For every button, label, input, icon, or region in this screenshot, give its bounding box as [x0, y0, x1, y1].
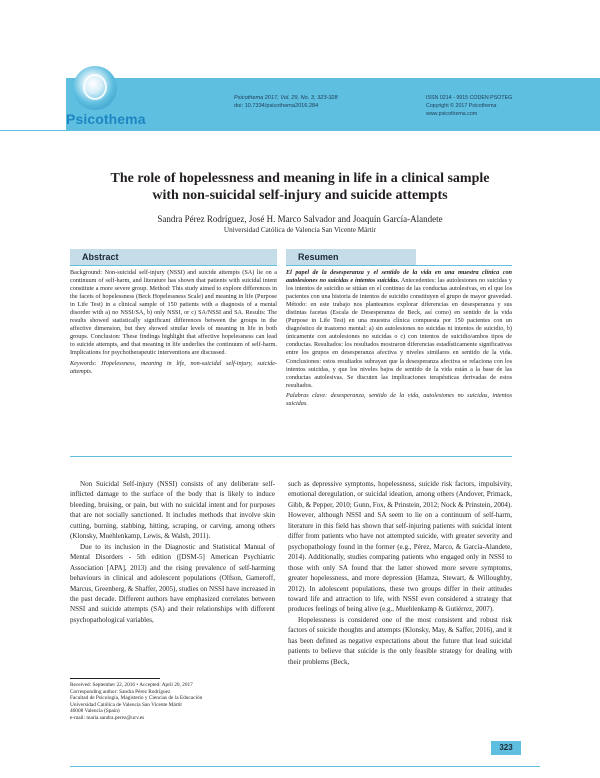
journal-logo-icon [73, 66, 117, 110]
body-paragraph: such as depressive symptoms, hopelessness, suicide risk factors, impulsivity, emotional deregulation, or suicidal ideation, among others (Andover, Primack, Gibb, & Pepper, 2010; Gunn, Fox, & Prinstein, 2012; Nock & Prinstein, 2004). However, although NSSI and SA seem to lie on a continuum of self-harm, literature in this field has shown that self-injuring patients with suicidal intent differ from patients who have not attempted suicide, with greater severity and psychopathology found in the former (e.g., Pérez, Marco, & García-Alandete, 2014). Additionally, studies comparing patients who engaged only in NSSI to those with only SA found that the latter showed more severe symptoms, greater hopelessness, and more depression (Hamza, Stewart, & Willoughby, 2012). In adolescent populations, these two groups differ in their attitudes toward life and attraction to life, with NSSI even considered a strategy that produces feelings of being alive (e.g., Muehlenkamp & Gutiérrez, 2007). [288, 480, 512, 614]
title-line-2: with non-suicidal self-injury and suicide attempts [152, 188, 448, 203]
footnote-faculty: Facultad de Psicología, Magisterio y Ciencias de la Educación [70, 695, 203, 701]
article-affiliation: Universidad Católica de Valencia San Vicente Mártir [223, 226, 377, 234]
body-paragraph: Due to its inclusion in the Diagnostic and Statistical Manual of Mental Disorders - 5th edition ([DSM-5] American Psychiatric Association [APA], 2013) and the rising prevalence of self-harming behaviours in clinical and adolescent populations (Olfson, Gameroff, Marcus, Greenberg, & Shaffer, 2005), studies on NSSI have increased in the past decade. Different authors have emphasized correlates between NSSI and suicide attempts (SA) and their relationships with different psychopathological variables, [70, 542, 275, 624]
page-number: 323 [491, 741, 521, 755]
abstract-en [70, 269, 277, 376]
header-rule [0, 130, 600, 131]
article-title [60, 170, 540, 204]
footnote-city: 46008 Valencia (Spain) [70, 708, 120, 714]
journal-logo-text: Psicothema [66, 111, 146, 127]
abstract-heading: Abstract [70, 249, 277, 265]
footnote-corresponding: Corresponding author: Sandra Pérez Rodríguez [70, 688, 171, 695]
bottom-rule [70, 766, 540, 767]
abstract-heading-rule [70, 265, 277, 266]
resumen-heading-rule [286, 265, 512, 266]
footnote-email[interactable]: e-mail: maria.sandra.perez@ucv.es [70, 714, 145, 721]
copyright-line: Copyright © 2017 Psicothema [426, 103, 497, 110]
body-paragraph: Hopelessness is considered one of the most consistent and robust risk factors of suicide thoughts and attempts (Klonsky, May, & Saffer, 2016), and it has been defined as negative expectations about the future that lead suicidal patients to believe that suicide is the only feasible strategy for dealing with their problems (Beck, [288, 615, 512, 666]
journal-info [234, 94, 338, 110]
header-left-white [0, 78, 66, 130]
body-paragraph: Non Suicidal Self-injury (NSSI) consists of any deliberate self-inflicted damage to the surface of the body that is likely to induce bleeding, bruising, or pain, but with no suicidal intent and for purposes that are not socially sanctioned. It includes methods that involve skin cutting, burning, stabbing, hitting, scraping, or carving, among others (Klonsky, Muehlenkamp, Lewis, & Walsh, 2011). [70, 480, 275, 541]
abstract-es [286, 269, 512, 408]
resumen-heading: Resumen [286, 249, 416, 265]
resumen-title: El papel de la desesperanza y el sentido de la vida en una muestra clínica con autolesiones no suicidas e intentos suicidas. [286, 269, 512, 285]
resumen-keywords: Palabras clave: desesperanza, sentido de la vida, autolesiones no suicidas, intentos suicidas. [286, 391, 512, 407]
issn-line: ISSN 0214 - 9915 CODEN PSOTEG [426, 95, 513, 101]
abstract-en-keywords: Keywords: Hopelessness, meaning in life, non-suicidal self-injury, suicide-attempts. [70, 359, 277, 375]
article-authors: Sandra Pérez Rodríguez, José H. Marco Salvador and Joaquín García-Alandete [157, 214, 443, 224]
resumen-text: Antecedentes: las autolesiones no suicidas y los intentos de suicidio se sitúan en el continuo de las conductas autolesivas, en el que los pacientes con una historia de intentos de suicidio constituyen el grupo de mayor gravedad. Método: en este trabajo nos planteamos explorar diferencias en desesperanza y sus distintas facetas (Escala de Desesperanza de Beck, así como) en sentido de la vida (Purpose in Life Test) en una muestra clínica compuesta por 150 pacientes con un diagnóstico de trastorno mental: a) sin autolesiones no suicidas ni intentos de suicidio, b) únicamente con autolesiones no suicidas o c) con intentos de suicidio/ambos tipos de conductas. Resultados: los resultados mostraron diferencias estadísticamente significativas entre los grupos en desesperanza afectiva y niveles similares en sentido de la vida. Conclusiones: estos resultados subrayan que la desesperanza afectiva se relaciona con los intentos suicidas, y que los niveles bajos de sentido de la vida están a la base de las conductas autolesivas. Se discuten las implicaciones terapéuticas derivadas de estos resultados. [286, 277, 512, 389]
website-link[interactable]: www.psicothema.com [426, 111, 478, 118]
abstract-en-text: Background: Non-suicidal self-injury (NSSI) and suicide attempts (SA) lie on a continuum of self-harm, and literature has shown that patients with suicidal intent constitute a more severe group. Method: This study aimed to explore differences in the facets of hopelessness (Beck Hopelessness Scale) and meaning in life (Purpose in Life Test) in a clinical sample of 150 patients with a diagnosis of a mental disorder with a) no NSSI/SA, b) only NSSI, or c) SA/NSSI and SA. Results: The results showed statistically significant differences between the groups in the affective dimension, but they showed similar levels of meaning in life in both groups. Conclusion: These findings highlight that affective hopelessness can lead to suicide attempts, and that meaning in life underlies the continuum of self-harm. Implications for psychotherapeutic interventions are discussed. [70, 269, 277, 357]
abstract-divider [70, 456, 512, 457]
footnote-rule [70, 678, 160, 679]
title-line-1: The role of hopelessness and meaning in life in a clinical sample [110, 171, 490, 186]
footnote-university: Universidad Católica de Valencia San Vicente Mártir [70, 701, 183, 708]
body-column-2 [288, 479, 512, 667]
issn-info [426, 94, 512, 119]
footnote [70, 682, 280, 721]
journal-volume-line: Psicothema 2017, Vol. 29, No. 3, 323-328 [234, 95, 338, 101]
footnote-received: Received: September 22, 2016 • Accepted: April 20, 2017 [70, 682, 193, 688]
body-column-1 [70, 479, 275, 625]
doi-line[interactable]: doi: 10.7334/psicothema2016.284 [234, 103, 319, 110]
